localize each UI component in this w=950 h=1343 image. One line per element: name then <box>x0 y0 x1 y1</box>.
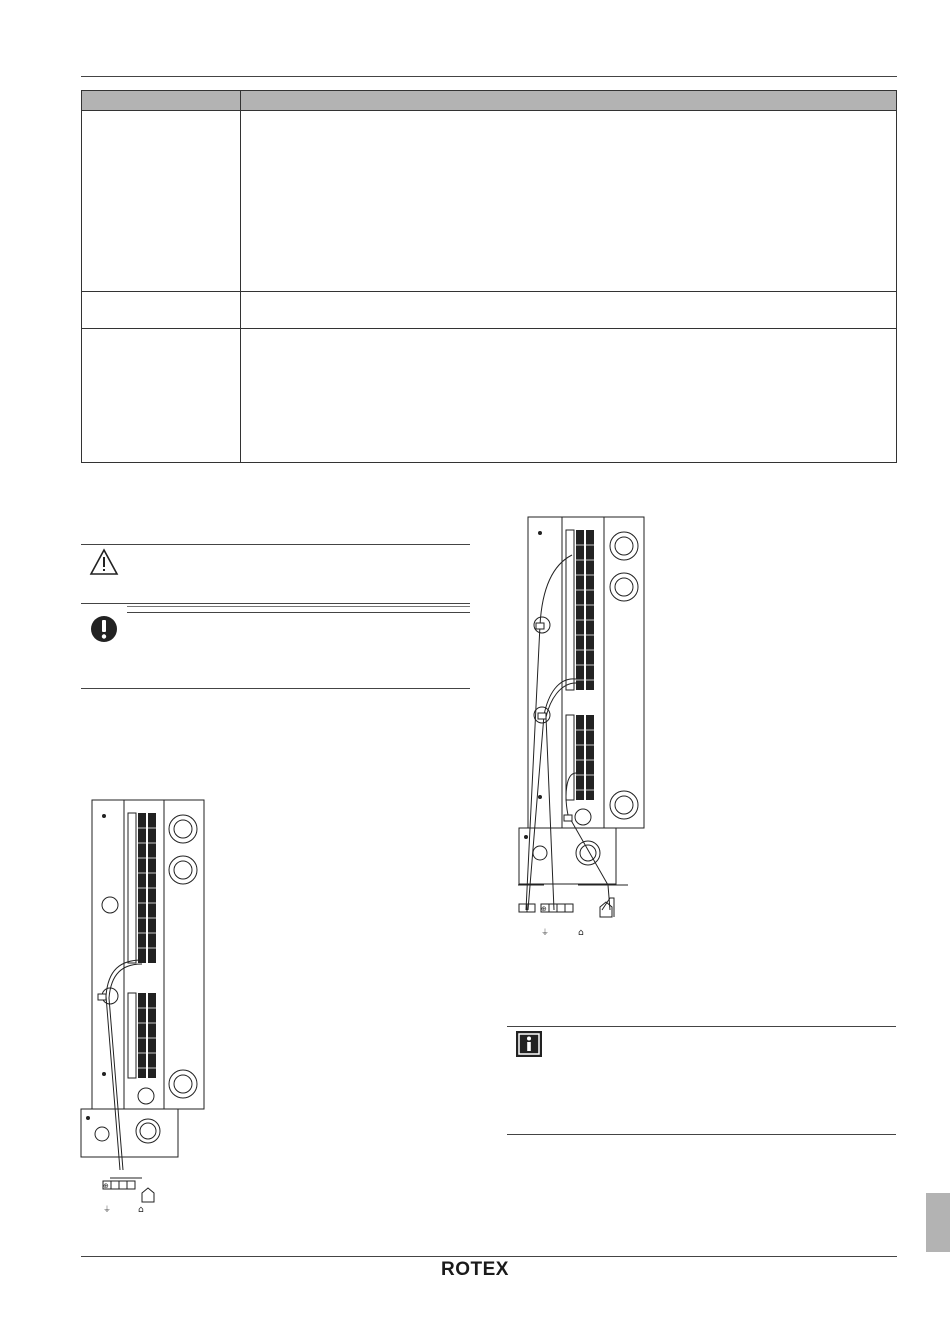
note-bottom-rule <box>127 606 470 607</box>
exclamation-circle-icon <box>89 614 119 644</box>
warning-triangle-icon <box>89 548 119 576</box>
terminal-glyph: ⌂ <box>138 1205 144 1215</box>
note-bottom-rule <box>81 688 470 689</box>
wiring-diagram-2 <box>518 515 648 940</box>
note-bottom-rule <box>507 1134 896 1135</box>
terminal-glyph: ⊕ <box>103 1182 109 1190</box>
brand-logo: ROTEX <box>441 1259 509 1280</box>
page-header-rule <box>81 76 897 77</box>
terminal-glyph: ⌂ <box>578 928 584 938</box>
table-row-divider <box>82 291 896 292</box>
terminal-glyph: ⏚ <box>541 928 549 937</box>
info-icon <box>515 1030 543 1058</box>
page-footer-rule <box>81 1256 897 1257</box>
note-bottom-rule <box>81 603 470 604</box>
table-column-divider <box>240 91 241 462</box>
info-note <box>507 1026 896 1136</box>
terminal-glyph: ⏚ <box>103 1205 111 1214</box>
table-row-divider <box>82 328 896 329</box>
chapter-side-tab <box>926 1193 950 1252</box>
note-top-rule <box>507 1026 896 1027</box>
table-header-row <box>82 91 896 111</box>
note-top-rule <box>127 612 470 613</box>
warning-note <box>81 544 470 612</box>
notice-note <box>81 612 470 690</box>
spec-table <box>81 90 897 463</box>
note-top-rule <box>81 544 470 545</box>
wiring-diagram-1 <box>80 798 212 1218</box>
terminal-glyph: ⊕ <box>541 905 547 913</box>
